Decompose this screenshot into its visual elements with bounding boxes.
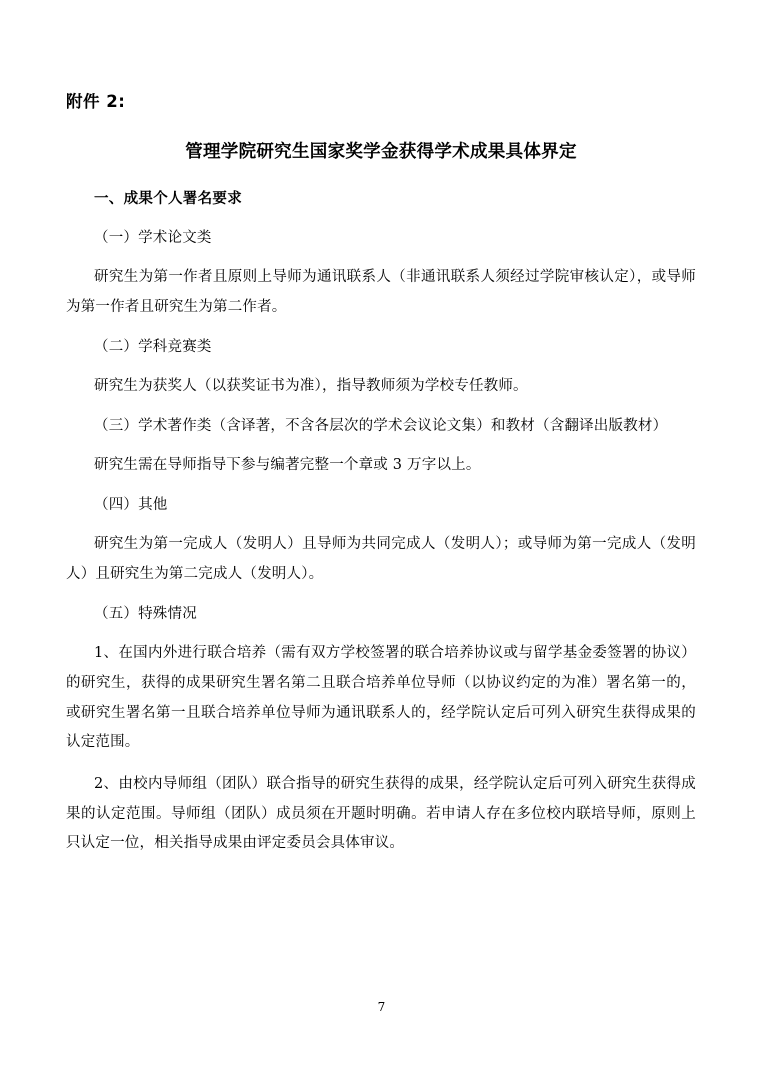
attachment-label: 附件 2: (66, 92, 126, 111)
subsection-body-1: 研究生为第一作者且原则上导师为通讯联系人（非通讯联系人须经过学院审核认定），或导师为第一作者且研究生为第二作者。 (66, 269, 696, 316)
document-body (66, 90, 696, 871)
page-title: 管理学院研究生国家奖学金获得学术成果具体界定 (185, 142, 577, 163)
subsection-heading-1: （一）学术论文类 (94, 229, 212, 246)
section-heading-1: 一、成果个人署名要求 (94, 191, 242, 208)
special-case-item-2: 2、由校内导师组（团队）联合指导的研究生获得的成果，经学院认定后可列入研究生获得成果的认定范围。导师组（团队）成员须在开题时明确。若申请人存在多位校内联培导师，原则上只认定一位，相关指导成果由评定委员会具体审议。 (66, 776, 696, 852)
subsection-body-4: 研究生为第一完成人（发明人）且导师为共同完成人（发明人）；或导师为第一完成人（发明人）且研究生为第二完成人（发明人）。 (66, 536, 696, 583)
special-case-item-1: 1、在国内外进行联合培养（需有双方学校签署的联合培养协议或与留学基金委签署的协议）的研究生，获得的成果研究生署名第二且联合培养单位导师（以协议约定的为准）署名第一的，或研究生署名第一且联合培养单位导师为通讯联系人的，经学院认定后可列入研究生获得成果的认定范围。 (66, 645, 696, 751)
subsection-body-3: 研究生需在导师指导下参与编著完整一个章或 3 万字以上。 (94, 457, 481, 474)
subsection-heading-5: （五）特殊情况 (94, 605, 197, 622)
subsection-heading-4: （四）其他 (94, 496, 168, 513)
subsection-heading-2: （二）学科竞赛类 (94, 338, 212, 355)
subsection-body-2: 研究生为获奖人（以获奖证书为准），指导教师须为学校专任教师。 (94, 378, 528, 395)
subsection-heading-3: （三）学术著作类（含译著，不含各层次的学术会议论文集）和教材（含翻译出版教材） (94, 417, 668, 434)
page-number: 7 (377, 1000, 386, 1014)
